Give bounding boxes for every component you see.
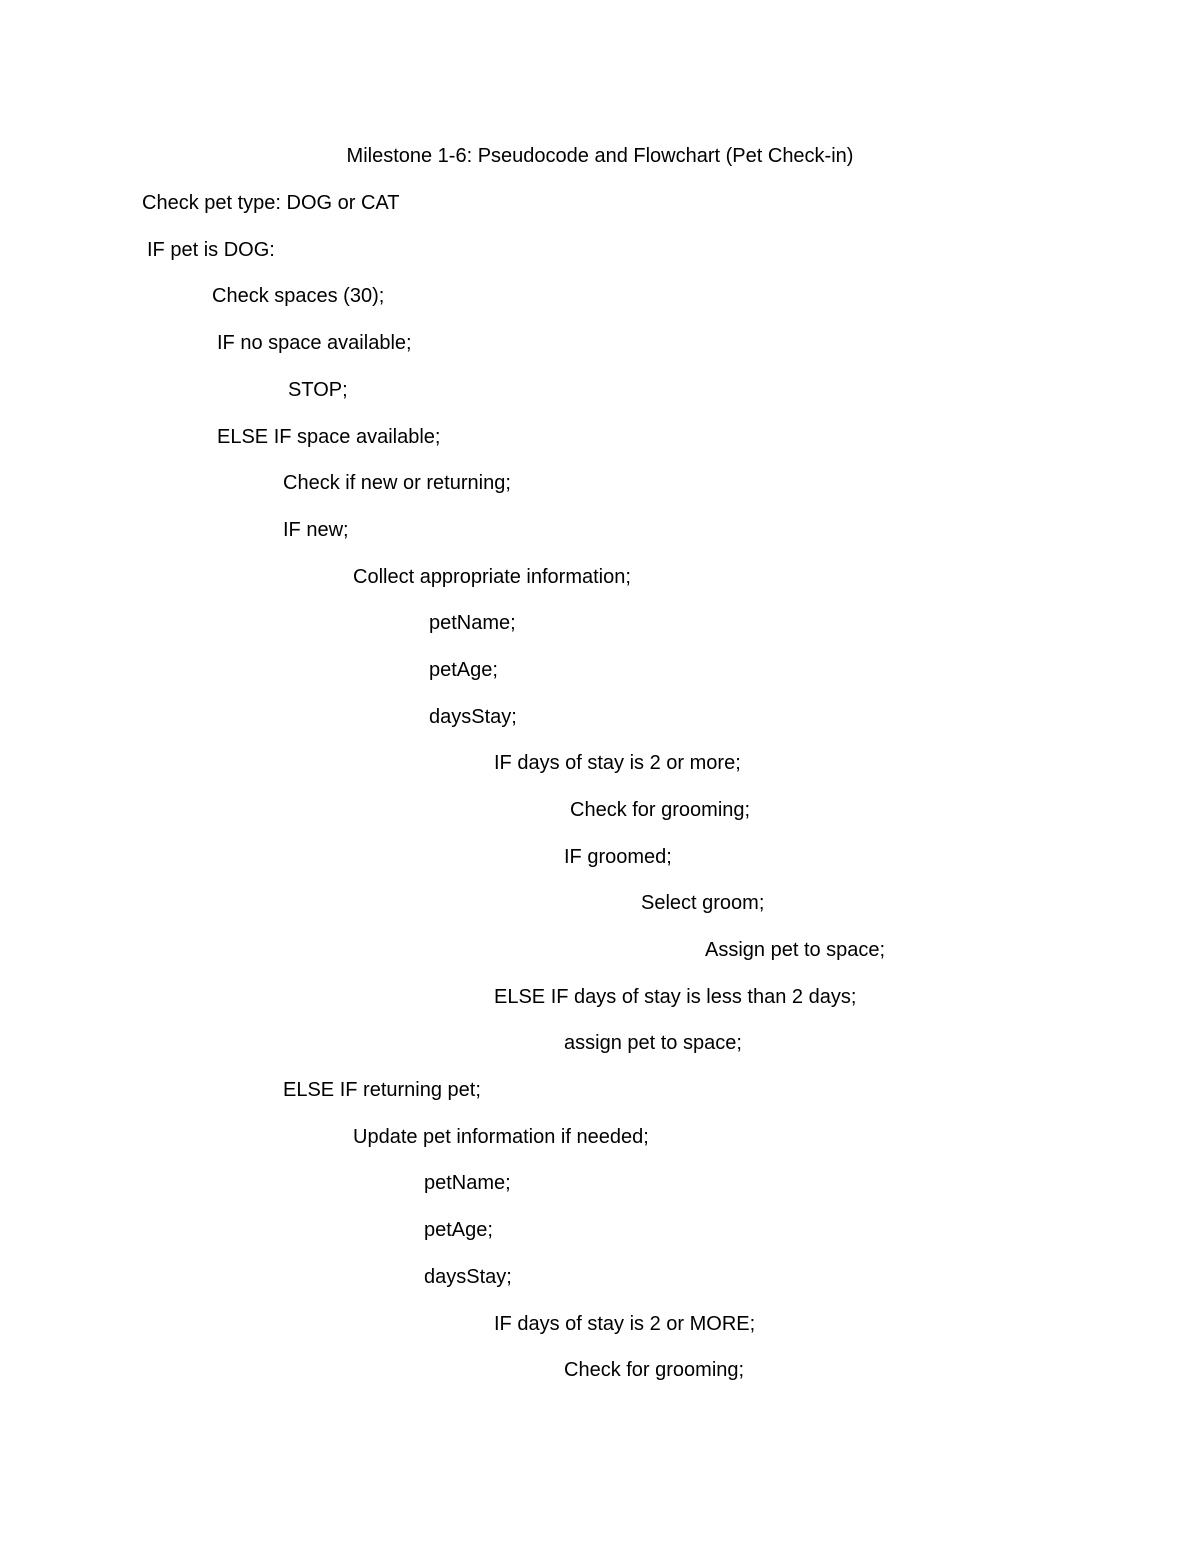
pseudocode-line: IF days of stay is 2 or MORE; (494, 1313, 756, 1335)
pseudocode-line: petName; (429, 612, 516, 634)
pseudocode-line: daysStay; (429, 706, 517, 728)
pseudocode-line: Select groom; (641, 892, 765, 914)
pseudocode-line: ELSE IF returning pet; (283, 1079, 481, 1101)
pseudocode-line: Check if new or returning; (283, 472, 511, 494)
pseudocode-line: IF new; (283, 519, 349, 541)
pseudocode-line: Check spaces (30); (212, 285, 385, 307)
pseudocode-line: IF groomed; (564, 846, 672, 868)
pseudocode-line: IF days of stay is 2 or more; (494, 752, 741, 774)
pseudocode-line: IF pet is DOG: (147, 239, 275, 261)
document-title: Milestone 1-6: Pseudocode and Flowchart (Pet Check-in) (346, 145, 854, 167)
pseudocode-line: Check pet type: DOG or CAT (142, 192, 400, 214)
pseudocode-line: STOP; (288, 379, 348, 401)
pseudocode-line: Check for grooming; (564, 1359, 745, 1381)
pseudocode-line: IF no space available; (217, 332, 412, 354)
pseudocode-line: daysStay; (424, 1266, 512, 1288)
pseudocode-line: assign pet to space; (564, 1032, 742, 1054)
pseudocode-line: Collect appropriate information; (353, 566, 631, 588)
pseudocode-line: Check for grooming; (570, 799, 751, 821)
pseudocode-line: ELSE IF days of stay is less than 2 days; (494, 986, 857, 1008)
pseudocode-line: petAge; (424, 1219, 493, 1241)
pseudocode-line: Assign pet to space; (705, 939, 886, 961)
pseudocode-line: petName; (424, 1172, 511, 1194)
pseudocode-line: petAge; (429, 659, 498, 681)
pseudocode-line: Update pet information if needed; (353, 1126, 649, 1148)
pseudocode-line: ELSE IF space available; (217, 426, 441, 448)
